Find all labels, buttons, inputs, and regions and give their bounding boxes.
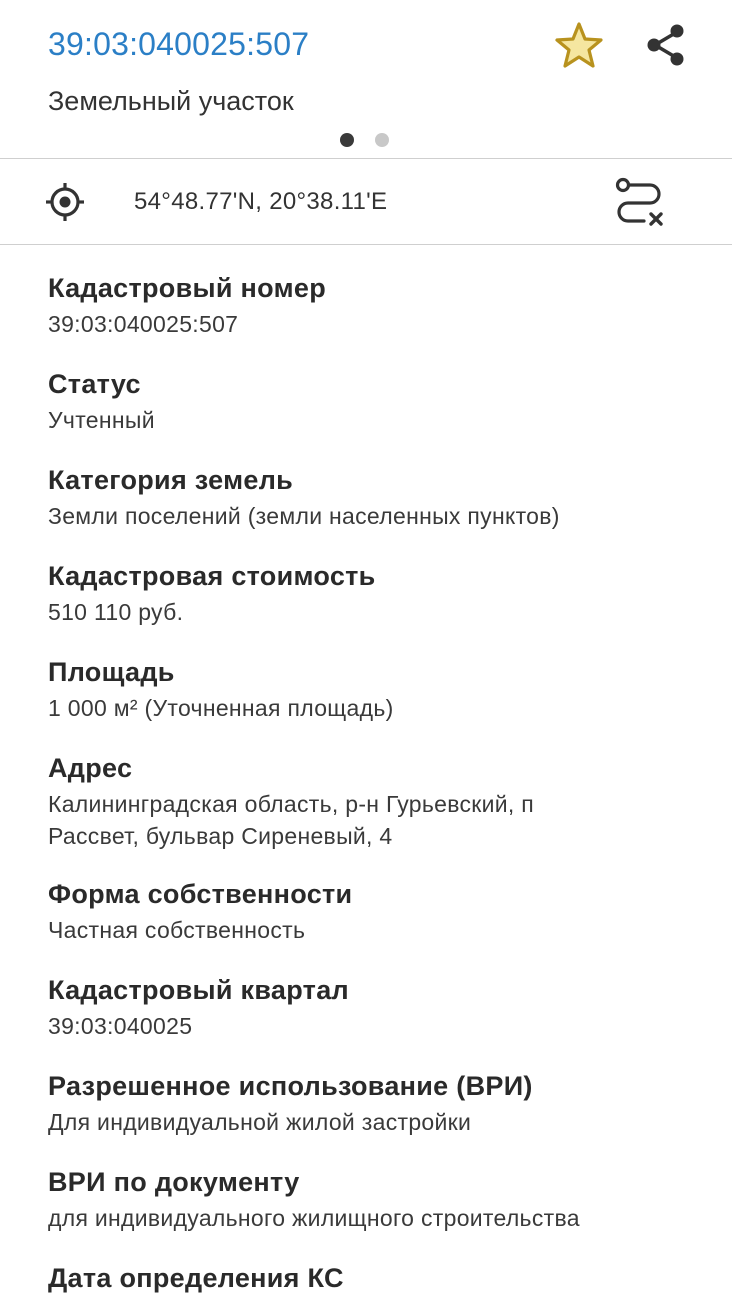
field-label: Адрес <box>48 753 133 783</box>
field-value: Для индивидуальной жилой застройки <box>48 1109 472 1135</box>
page-dot-2[interactable] <box>375 133 389 147</box>
field-label: Площадь <box>48 657 175 687</box>
coordinates-text: 54°48.77'N, 20°38.11'E <box>134 188 388 215</box>
field-area <box>48 652 708 724</box>
field-label: Кадастровая стоимость <box>48 561 376 591</box>
page-title: 39:03:040025:507 <box>48 26 310 62</box>
field-label: ВРИ по документу <box>48 1167 300 1197</box>
page-indicator[interactable] <box>340 133 389 147</box>
field-valuation-date <box>48 1258 708 1298</box>
field-cadastral-value <box>48 556 708 628</box>
field-address <box>48 748 708 852</box>
coordinates-row <box>0 159 732 244</box>
field-land-category <box>48 460 708 532</box>
page-dot-1[interactable] <box>340 133 354 147</box>
favorite-button[interactable] <box>552 18 606 72</box>
field-label: Кадастровый номер <box>48 273 326 303</box>
field-value: для индивидуального жилищного строительства <box>48 1205 580 1231</box>
field-label: Категория земель <box>48 465 294 495</box>
object-type: Земельный участок <box>48 86 294 116</box>
field-label: Дата определения КС <box>48 1263 344 1293</box>
field-value: 1 000 м² (Уточненная площадь) <box>48 695 394 721</box>
route-clear-icon[interactable] <box>612 175 668 229</box>
field-cadastral-quarter <box>48 970 708 1042</box>
field-value: Частная собственность <box>48 917 306 943</box>
field-label: Разрешенное использование (ВРИ) <box>48 1071 533 1101</box>
share-button[interactable] <box>640 18 692 72</box>
field-permitted-use-by-document <box>48 1162 708 1234</box>
field-value: Земли поселений (земли населенных пунктов) <box>48 503 560 529</box>
header <box>0 0 732 158</box>
field-label: Форма собственности <box>48 879 353 909</box>
field-label: Статус <box>48 369 141 399</box>
star-icon <box>554 21 604 69</box>
field-value: Учтенный <box>48 407 155 433</box>
field-cadastral-number <box>48 268 708 340</box>
crosshair-icon[interactable] <box>44 181 86 223</box>
divider <box>0 244 732 245</box>
field-status <box>48 364 708 436</box>
field-value: 39:03:040025:507 <box>48 311 239 337</box>
field-label: Кадастровый квартал <box>48 975 349 1005</box>
field-value: 510 110 руб. <box>48 599 184 625</box>
field-ownership-form <box>48 874 708 946</box>
field-value: Калининградская область, р-н Гурьевский, п Рассвет, бульвар Сиреневый, 4 <box>48 791 535 849</box>
field-value: 39:03:040025 <box>48 1013 193 1039</box>
field-permitted-use <box>48 1066 708 1138</box>
share-icon <box>644 23 688 67</box>
